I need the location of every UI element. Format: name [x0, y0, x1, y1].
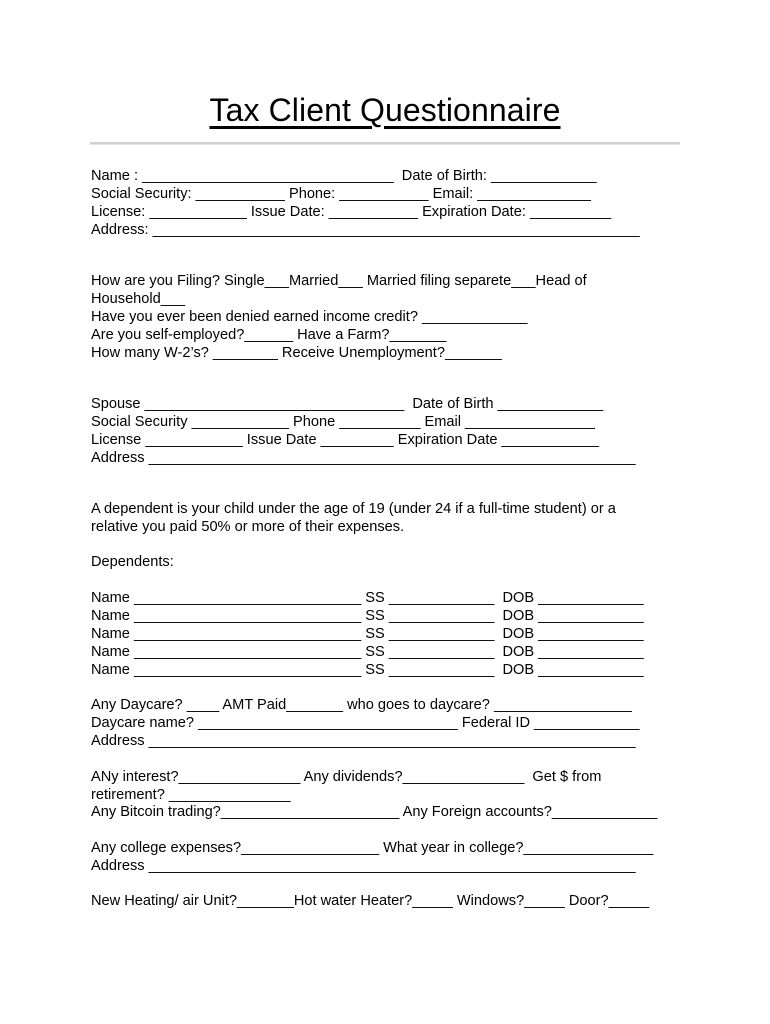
spouse-ssn-phone-email-line[interactable]: Social Security ____________ Phone __________ Email ________________: [91, 414, 595, 430]
daycare-address-line[interactable]: Address ____________________________________________________________: [91, 733, 636, 749]
dependents-heading: Dependents:: [91, 554, 174, 570]
home-improvements-line[interactable]: New Heating/ air Unit?_______Hot water Heater?_____ Windows?_____ Door?_____: [91, 893, 650, 909]
dependent-row[interactable]: Name ____________________________ SS _____________ DOB _____________: [91, 590, 644, 606]
spouse-name-dob-line[interactable]: Spouse ________________________________ Date of Birth _____________: [91, 396, 604, 412]
spouse-license-line[interactable]: License ____________ Issue Date _________ Expiration Date ____________: [91, 432, 599, 448]
filing-status-line-cont[interactable]: Household___: [91, 291, 186, 307]
retirement-line[interactable]: retirement? _______________: [91, 787, 291, 803]
w2-unemployment-line[interactable]: How many W-2’s? ________ Receive Unemployment?_______: [91, 345, 502, 361]
filing-status-line[interactable]: How are you Filing? Single___Married___ Married filing separete___Head of: [91, 273, 587, 289]
spouse-address-line[interactable]: Address ____________________________________________________________: [91, 450, 636, 466]
self-employed-farm-line[interactable]: Are you self-employed?______ Have a Farm?_______: [91, 327, 447, 343]
college-expenses-line[interactable]: Any college expenses?_________________ What year in college?________________: [91, 840, 654, 856]
title-divider: [90, 142, 680, 145]
dependent-definition-line: A dependent is your child under the age of 19 (under 24 if a full-time student) or a: [91, 501, 616, 517]
college-address-line[interactable]: Address ____________________________________________________________: [91, 858, 636, 874]
dependent-definition-line-cont: relative you paid 50% or more of their expenses.: [91, 519, 405, 535]
daycare-name-fedid-line[interactable]: Daycare name? ________________________________ Federal ID _____________: [91, 715, 640, 731]
dependent-row[interactable]: Name ____________________________ SS _____________ DOB _____________: [91, 662, 644, 678]
dependent-row[interactable]: Name ____________________________ SS _____________ DOB _____________: [91, 608, 644, 624]
daycare-amount-line[interactable]: Any Daycare? ____ AMT Paid_______ who goes to daycare? _________________: [91, 697, 632, 713]
client-ssn-phone-email-line[interactable]: Social Security: ___________ Phone: ___________ Email: ______________: [91, 186, 591, 202]
dependent-row[interactable]: Name ____________________________ SS _____________ DOB _____________: [91, 626, 644, 642]
client-address-line[interactable]: Address: ____________________________________________________________: [91, 222, 640, 238]
client-license-line[interactable]: License: ____________ Issue Date: ___________ Expiration Date: __________: [91, 204, 612, 220]
eic-denied-line[interactable]: Have you ever been denied earned income credit? _____________: [91, 309, 528, 325]
interest-dividends-line[interactable]: ANy interest?_______________ Any dividends?_______________ Get $ from: [91, 769, 602, 785]
dependent-row[interactable]: Name ____________________________ SS _____________ DOB _____________: [91, 644, 644, 660]
bitcoin-foreign-line[interactable]: Any Bitcoin trading?______________________ Any Foreign accounts?_____________: [91, 804, 658, 820]
client-name-dob-line[interactable]: Name : _______________________________ Date of Birth: _____________: [91, 168, 597, 184]
page-title: Tax Client Questionnaire: [209, 92, 561, 128]
